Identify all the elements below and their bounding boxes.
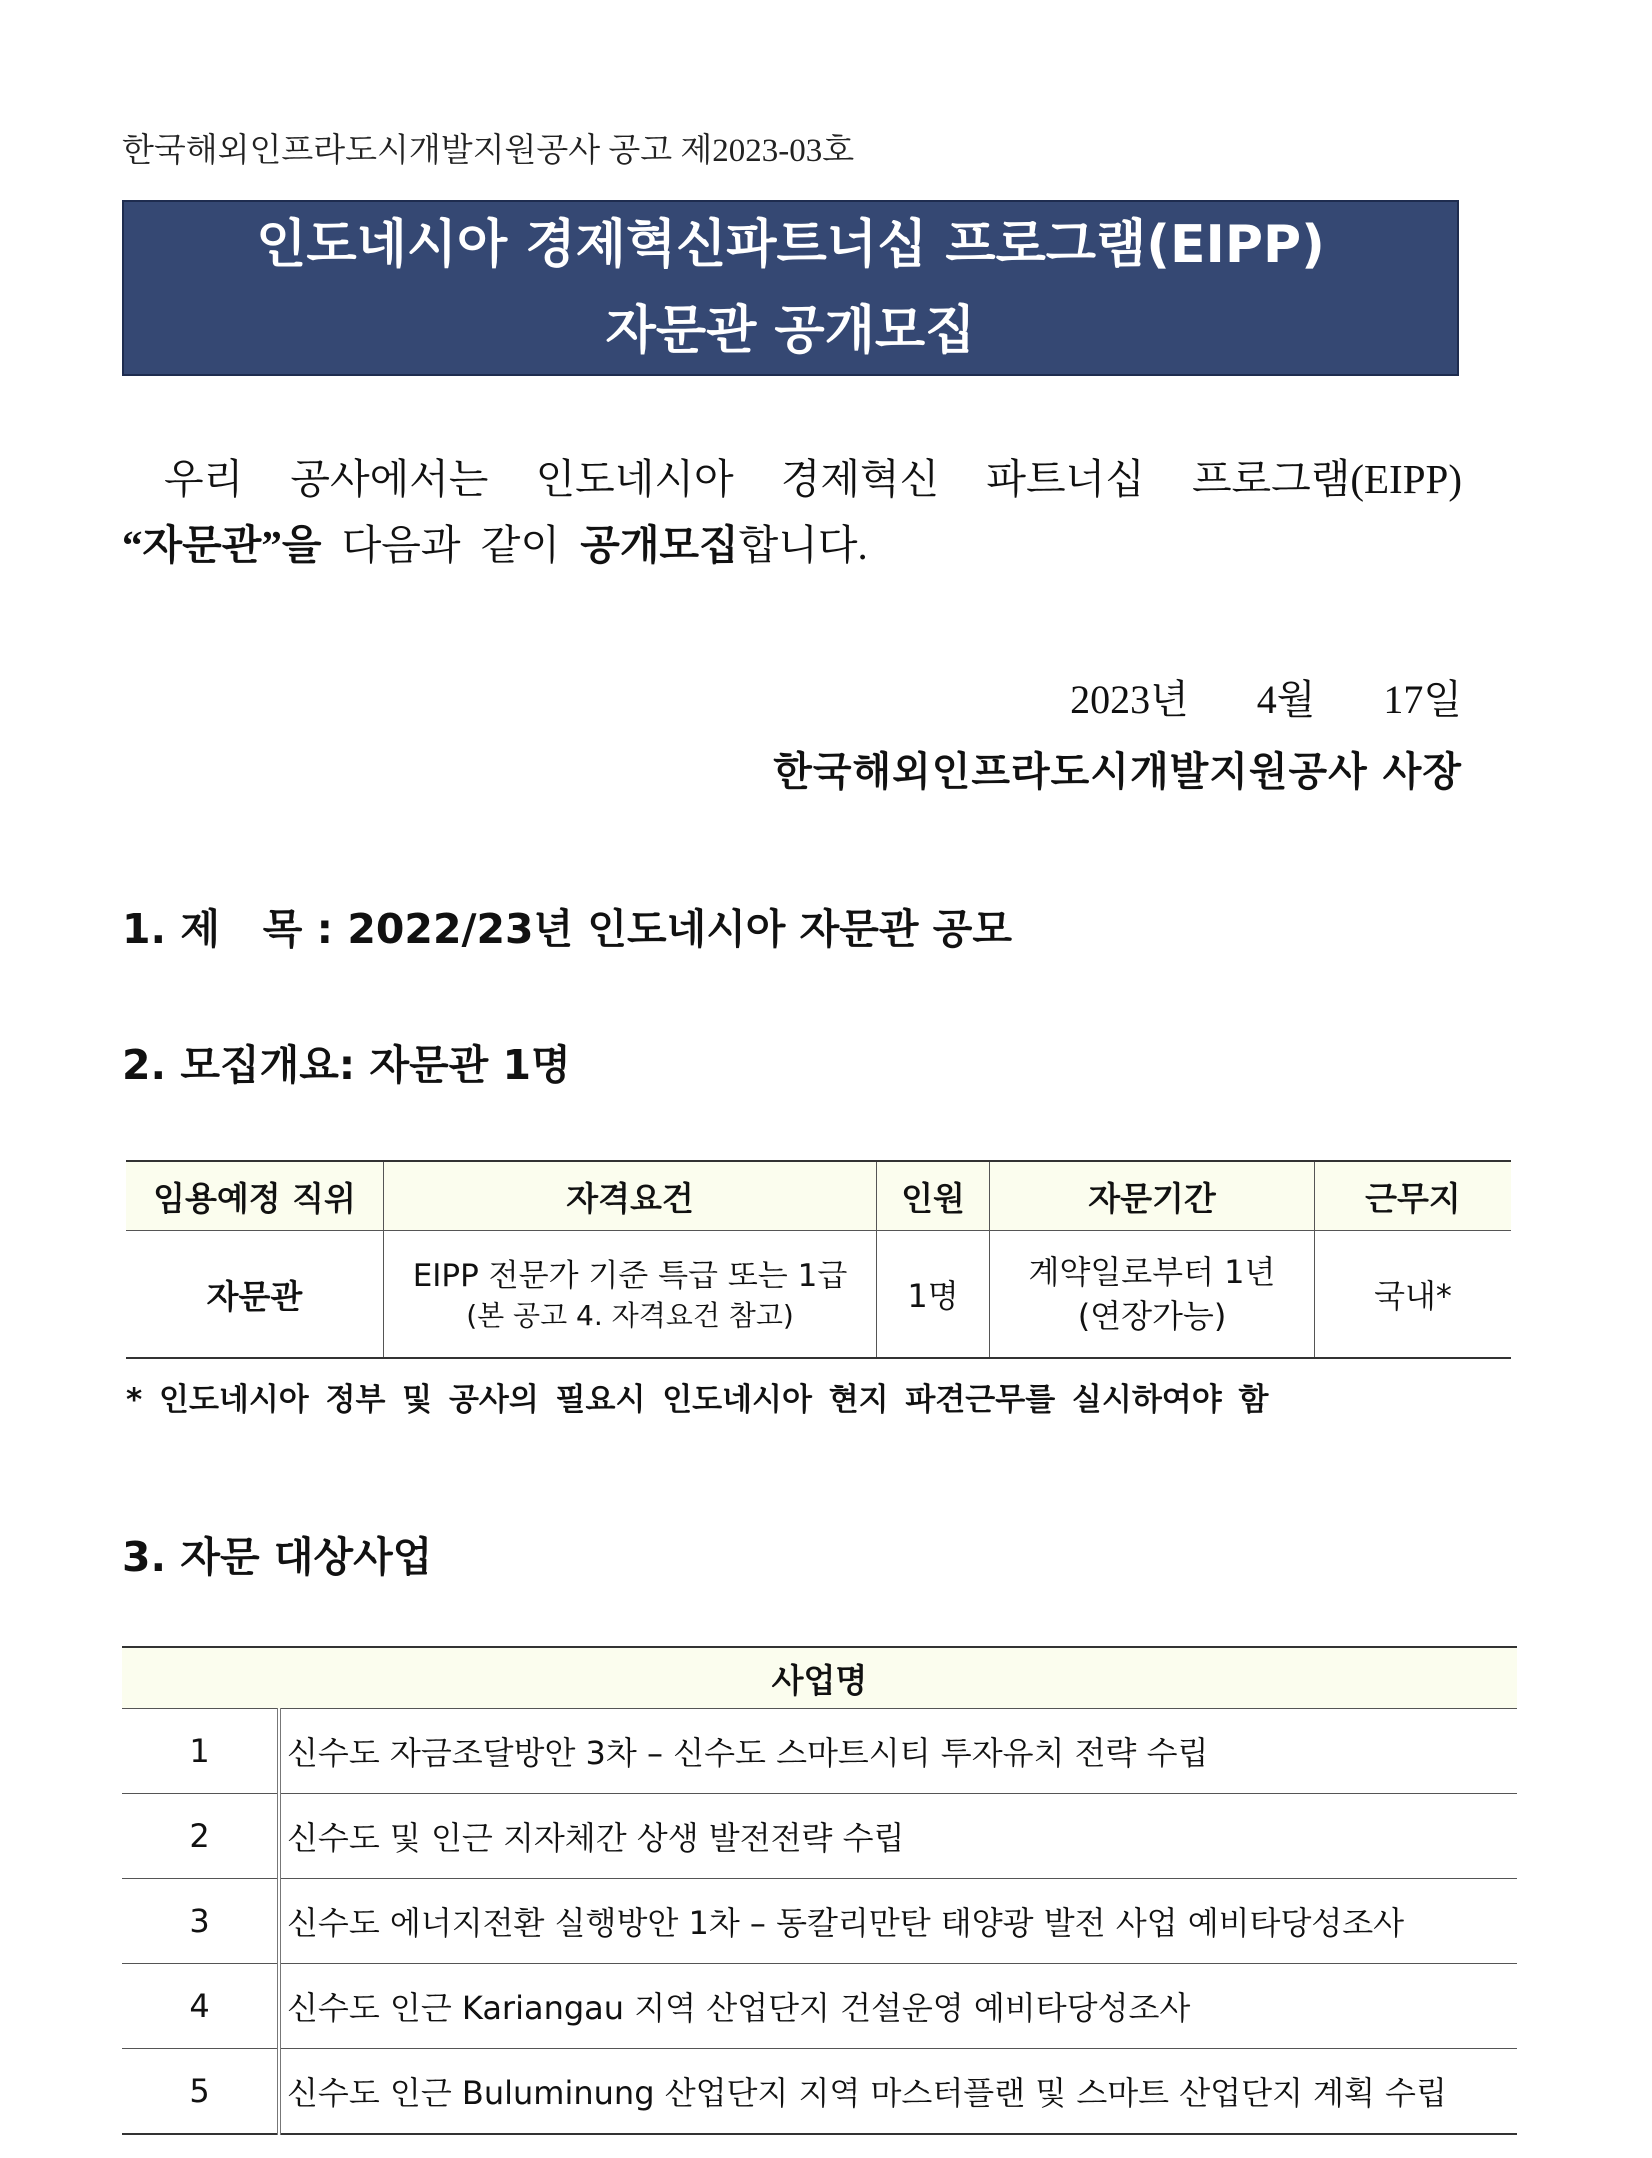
period-note: (연장가능): [1077, 1297, 1227, 1335]
cell-qualification: [384, 1231, 877, 1359]
notice-number: 한국해외인프라도시개발지원공사 공고 제2023-03호: [122, 133, 855, 169]
intro-bold: 공개모집: [580, 522, 739, 568]
table-header-row: [126, 1161, 1511, 1231]
section-1-title: 1. 제 목 : 2022/23년 인도네시아 자문관 공모: [122, 905, 1012, 953]
intro-quote: “자문관”을: [122, 522, 322, 568]
intro-mid: 다음과 같이: [321, 522, 581, 568]
header-qualification: 자격요건: [384, 1161, 877, 1231]
intro-word: 경제혁신: [780, 456, 940, 502]
header-location: 근무지: [1315, 1161, 1512, 1231]
header-period: 자문기간: [990, 1161, 1315, 1231]
table-row: [122, 1964, 1517, 2049]
header-position: 임용예정 직위: [126, 1161, 384, 1231]
section-2-overview: 2. 모집개요: 자문관 1명: [122, 1041, 571, 1089]
project-number: 2: [122, 1794, 279, 1879]
recruitment-table: [126, 1160, 1511, 1359]
table-row: [122, 1794, 1517, 1879]
table-header-row: [122, 1647, 1517, 1709]
cell-location: 국내*: [1315, 1231, 1512, 1359]
issuer: 한국해외인프라도시개발지원공사 사장: [773, 749, 1462, 795]
intro-word: 공사에서는: [290, 456, 489, 502]
intro-word: 프로그램(EIPP): [1191, 456, 1462, 502]
title-line-1: 인도네시아 경제혁신파트너십 프로그램(EIPP): [256, 215, 1325, 275]
section-3-title: 3. 자문 대상사업: [122, 1533, 433, 1581]
project-table: [122, 1646, 1517, 2135]
intro-word: 파트너십: [986, 456, 1145, 502]
intro-line-1: [122, 446, 1462, 512]
cell-period: [990, 1231, 1315, 1359]
qualification-note: (본 공고 4. 자격요건 참고): [466, 1299, 794, 1332]
cell-position: 자문관: [126, 1231, 384, 1359]
project-name: 신수도 자금조달방안 3차 – 신수도 스마트시티 투자유치 전략 수립: [279, 1709, 1517, 1794]
intro-end: 합니다.: [738, 522, 868, 568]
project-number: 1: [122, 1709, 279, 1794]
project-number: 4: [122, 1964, 279, 2049]
intro-paragraph: [122, 446, 1462, 578]
title-banner: [122, 200, 1459, 376]
intro-line-2: [122, 512, 1462, 578]
title-line-2: 자문관 공개모집: [605, 301, 976, 361]
project-name: 신수도 인근 Buluminung 산업단지 지역 마스터플랜 및 스마트 산업단지 계획 수립: [279, 2049, 1517, 2135]
intro-word: 인도네시아: [535, 456, 734, 502]
qualification-text: EIPP 전문가 기준 특급 또는 1급: [412, 1258, 848, 1294]
period-text: 계약일로부터 1년: [1028, 1253, 1276, 1291]
cell-count: 1명: [877, 1231, 990, 1359]
intro-word: 우리: [164, 456, 244, 502]
header-count: 인원: [877, 1161, 990, 1231]
project-name: 신수도 에너지전환 실행방안 1차 – 동칼리만탄 태양광 발전 사업 예비타당성조사: [279, 1879, 1517, 1964]
project-number: 3: [122, 1879, 279, 1964]
notice-date: 2023년 4월 17일: [1070, 677, 1462, 722]
project-name: 신수도 인근 Kariangau 지역 산업단지 건설운영 예비타당성조사: [279, 1964, 1517, 2049]
footnote: * 인도네시아 정부 및 공사의 필요시 인도네시아 현지 파견근무를 실시하여야 함: [126, 1382, 1269, 1418]
table-row: [122, 1709, 1517, 1794]
header-project-name: 사업명: [122, 1647, 1517, 1709]
table-row: [122, 1879, 1517, 1964]
table-row: [126, 1231, 1511, 1359]
project-number: 5: [122, 2049, 279, 2135]
project-name: 신수도 및 인근 지자체간 상생 발전전략 수립: [279, 1794, 1517, 1879]
table-row: [122, 2049, 1517, 2135]
